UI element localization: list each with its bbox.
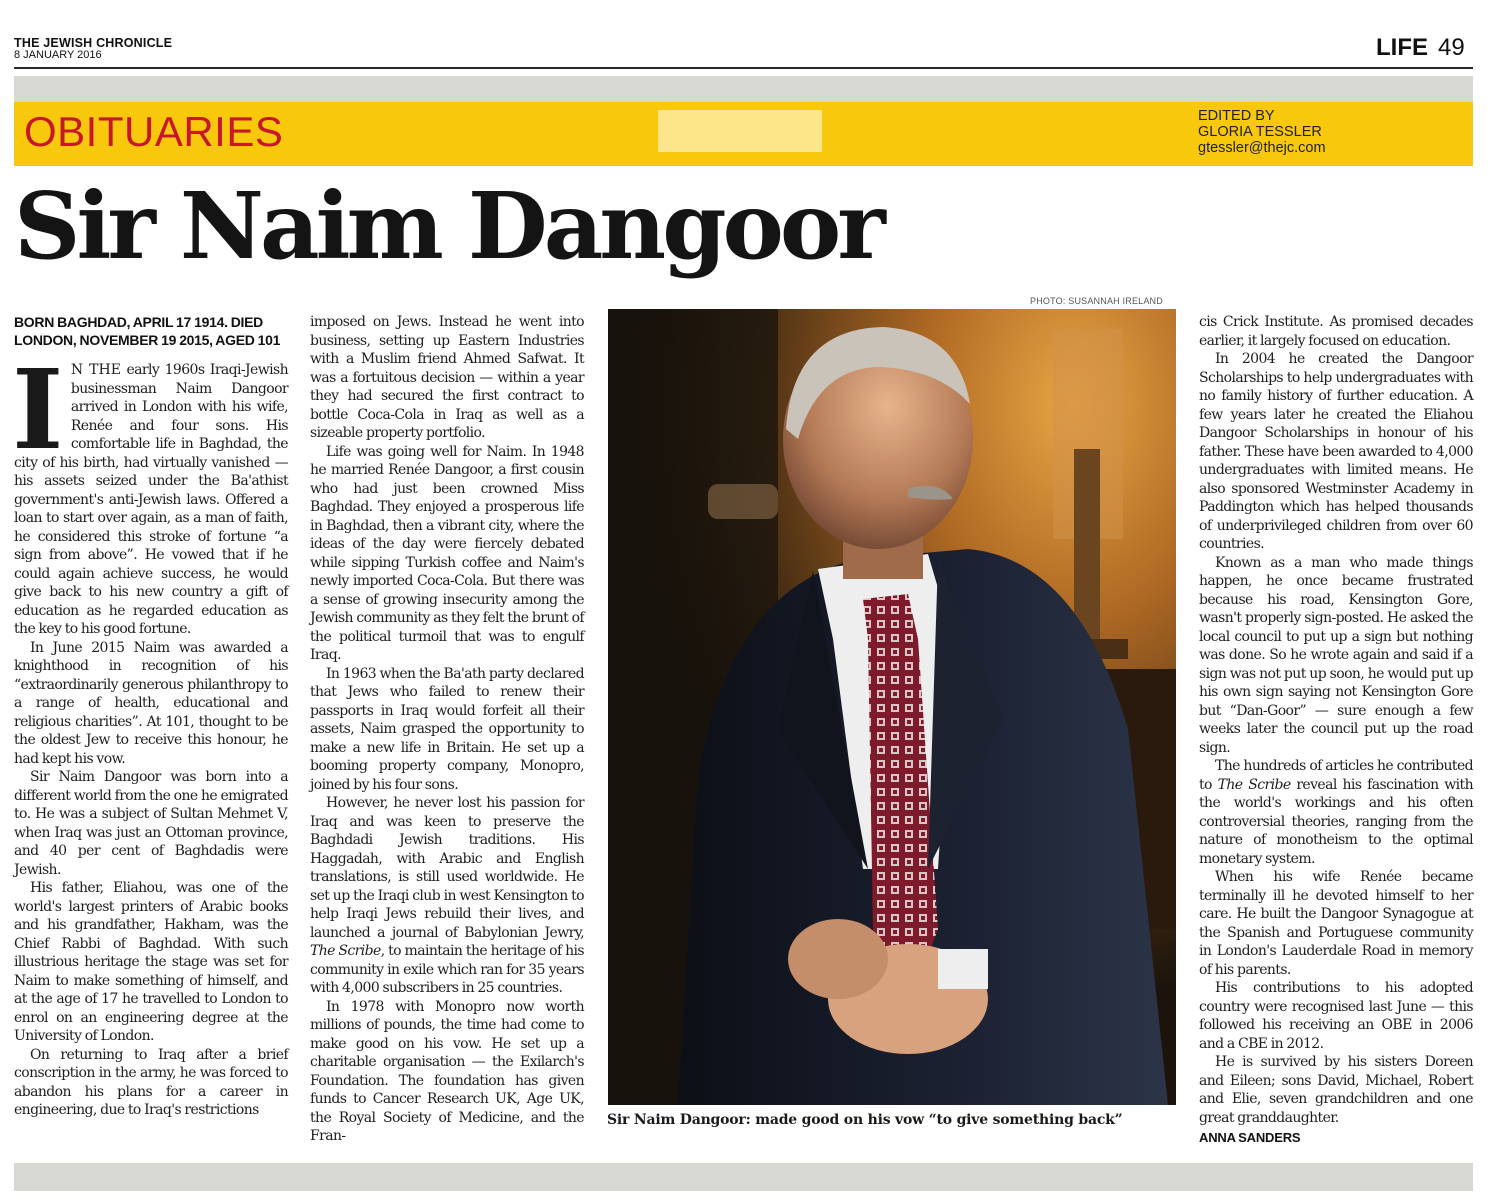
editor-name: GLORIA TESSLER — [1198, 124, 1322, 140]
article-column-3 — [1199, 313, 1473, 1148]
masthead-rule — [14, 67, 1473, 69]
publication-title: The Scribe — [310, 943, 381, 959]
editor-credit — [1198, 108, 1326, 156]
article-column-2 — [310, 313, 584, 1146]
paragraph-text: The hundreds of articles he contributed to — [1199, 758, 1473, 793]
publication-title: The Scribe — [1217, 776, 1291, 793]
paragraph: In 2004 he created the Dangoor Scholarships to help undergraduates with no family history of further education. A few years later he created the Eliahou Dangoor Scholarships in honour of his father. These have been awarded to 4,000 undergraduates with limited means. He also sponsored Westminster Academy in Paddington which has helped thousands of underprivileged children from over 60 countries. — [1199, 351, 1473, 552]
paragraph-text: reveal his fascination with the world's workings and his often controversial theories, ranging from the nature of monotheism to the optimal monetary system. — [1199, 776, 1473, 867]
paragraph: His contributions to his adopted country were recognised last June — this followed his receiving an OBE in 2006 and a CBE in 2012. — [1199, 980, 1473, 1052]
paragraph: Sir Naim Dangoor was born into a different world from the one he emigrated to. He was a subject of Sultan Mehmet V, when Iraq was just an Ottoman province, and 40 per cent of Baghdadis were Jewish. — [14, 769, 288, 878]
born-line-1: BORN BAGHDAD, APRIL 17 1914. DIED — [14, 314, 263, 330]
paragraph: When his wife Renée became terminally ill he devoted himself to her care. He built the Dangoor Synagogue at the Spanish and Portuguese community in London's Lauderdale Road in memory of his parents. — [1199, 869, 1473, 978]
paragraph-text: , to maintain the heritage of his community in exile which ran for 35 years with 4,000 subscribers in 25 countries. — [310, 943, 584, 996]
portrait-photo — [608, 309, 1176, 1105]
born-died-line — [14, 313, 288, 349]
lead-in: N THE — [70, 362, 121, 378]
drop-cap: I — [12, 345, 63, 474]
article-column-1 — [14, 313, 288, 1120]
editor-email: gtessler@thejc.com — [1198, 140, 1326, 156]
masthead-paper-name: THE JEWISH CHRONICLE — [14, 36, 173, 50]
paragraph: imposed on Jews. Instead he went into business, setting up Eastern Industries with a Muslim friend Ahmed Safwat. It was a fortuitous decision — within a year they had secured the first contract to bottle Coca-Cola in Iraq as well as a sizeable property portfolio. — [310, 314, 584, 441]
section-name: LIFE — [1376, 34, 1428, 61]
paragraph: His father, Eliahou, was one of the world's largest printers of Arabic books and his grandfather, Hakham, was the Chief Rabbi of Baghdad. With such illustrious heritage the stage was set for Naim to make something of himself, and at the age of 17 he travelled to London to enrol on an engineering degree at the University of London. — [14, 880, 288, 1044]
paragraph: cis Crick Institute. As promised decades earlier, it largely focused on education. — [1199, 314, 1473, 349]
section-title: OBITUARIES — [24, 108, 284, 155]
paragraph: On returning to Iraq after a brief conscription in the army, he was forced to abandon his plans for a career in engineering, due to Iraq's restrictions — [14, 1046, 288, 1118]
photo-caption: Sir Naim Dangoor: made good on his vow “to give something back” — [607, 1112, 1123, 1128]
paragraph: In 1978 with Monopro now worth millions of pounds, the time had come to make good on his vow. He set up a charitable organisation — the Exilarch's Foundation. The foundation has given funds to Cancer Research UK, Age UK, the Royal Society of Medicine, and the Fran- — [310, 998, 584, 1144]
paragraph: In June 2015 Naim was awarded a knighthood in recognition of his “extraordinarily generous philanthropy to a range of health, educational and religious charities”. At 101, thought to be the oldest Jew to receive this honour, he had kept his vow. — [14, 639, 288, 767]
portrait-illustration — [608, 309, 1176, 1105]
paragraph-text: However, he never lost his passion for Iraq and was keen to preserve the Baghdadi Jewish traditions. His Haggadah, with Arabic and English translations, is still used worldwide. He set up the Iraqi club in west Kensington to help Iraqi Jews rebuild their lives, and launched a journal of Babylonian Jewry, — [310, 795, 584, 941]
photo-credit: PHOTO: SUSANNAH IRELAND — [1030, 296, 1163, 306]
editor-label: EDITED BY — [1198, 108, 1275, 124]
top-gray-band — [14, 76, 1473, 102]
masthead-date: 8 JANUARY 2016 — [14, 49, 102, 61]
paragraph: In 1963 when the Ba'ath party declared that Jews who failed to renew their passports in Iraq would forfeit all their assets, Naim grasped the opportunity to make a new life in Britain. He set up a booming property company, Monopro, joined by his four sons. — [310, 665, 584, 793]
bottom-gray-band — [14, 1163, 1473, 1191]
page-number: 49 — [1438, 34, 1465, 61]
author-byline: ANNA SANDERS — [1199, 1130, 1301, 1145]
paragraph — [310, 794, 584, 998]
paragraph-text: early 1960s Iraqi-Jewish businessman Naim Dangoor arrived in London with his wife, Renée and four sons. His comfortable life in Baghdad, the city of his birth, had virtually vanished — his assets seized under the Ba'athist government's anti-Jewish laws. Offered a loan to start over again, as a man of faith, he considered this stroke of fortune “a sign from above”. He vowed that if he could again achieve success, he would give back to his new country a gift of education as he regarded education as the key to his good fortune. — [14, 362, 289, 637]
headline: Sir Naim Dangoor — [14, 172, 882, 280]
born-line-2: LONDON, NOVEMBER 19 2015, AGED 101 — [14, 332, 281, 348]
paragraph — [1199, 757, 1473, 868]
paragraph — [12, 345, 289, 639]
banner-highlight-box — [658, 110, 822, 152]
paragraph: Known as a man who made things happen, he once became frustrated because his road, Kensington Gore, wasn't properly sign-posted. He asked the local council to put up a sign but nothing was done. So he wrote again and said if a sign was not put up soon, he would put up his own sign saying not Kensington Gore but “Dan-Goor” — sure enough a few weeks later the council put up the road sign. — [1199, 554, 1473, 756]
paragraph: Life was going well for Naim. In 1948 he married Renée Dangoor, a first cousin who had just been crowned Miss Baghdad. They enjoyed a prosperous life in Baghdad, then a vibrant city, where the ideas of the day were fiercely debated while sipping Turkish coffee and Naim's newly imported Coca-Cola. But there was a sense of growing insecurity among the Jewish community as they felt the brunt of the political turmoil that was to engulf Iraq. — [310, 443, 584, 663]
paragraph: He is survived by his sisters Doreen and Eileen; sons David, Michael, Robert and Elie, seven grandchildren and one great granddaughter. — [1199, 1054, 1473, 1126]
